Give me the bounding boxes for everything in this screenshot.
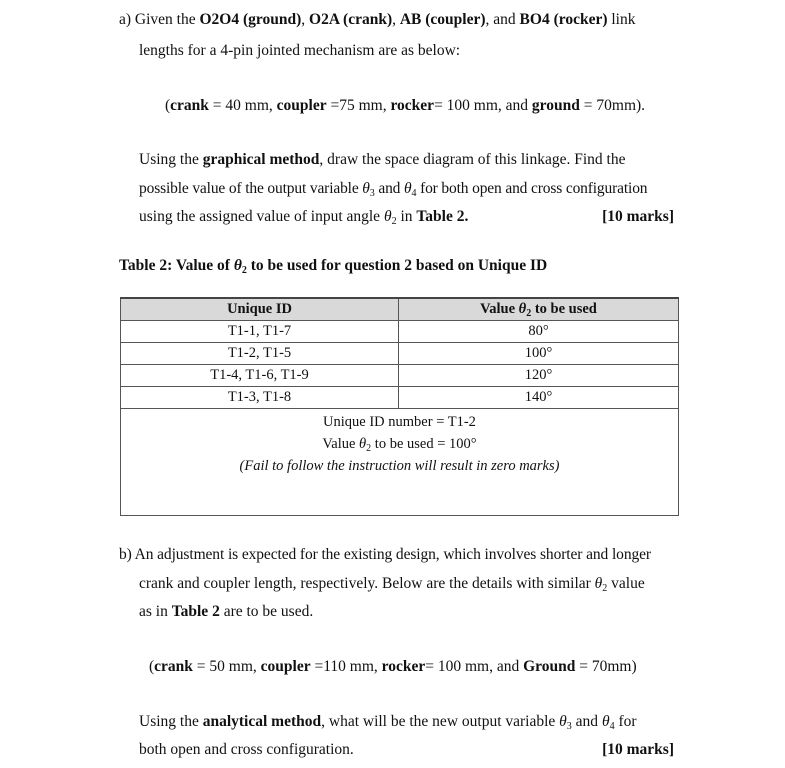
note-unique-id: Unique ID number = T1-2 — [323, 414, 476, 430]
part-a-marks: [10 marks] — [602, 208, 674, 225]
text: using the assigned value of input angle — [139, 208, 384, 225]
coupler-link: AB (coupler) — [399, 11, 486, 28]
table-row — [121, 387, 679, 409]
unique-id-cell: T1-3, T1-8 — [121, 387, 399, 409]
text: and — [571, 713, 602, 730]
theta-symbol: θ — [359, 436, 367, 452]
rocker-value: = 100 mm, and — [425, 658, 524, 675]
value-cell: 140° — [399, 387, 679, 409]
text: are to be used. — [219, 603, 314, 620]
text: ( — [165, 97, 171, 114]
part-a-line-2: lengths for a 4-pin jointed mechanism are as below: — [139, 42, 461, 59]
table-caption — [119, 257, 547, 275]
part-a-line-1 — [119, 11, 636, 29]
ground-label: Ground — [523, 658, 576, 675]
theta-symbol: θ — [404, 180, 412, 197]
text: Using the — [139, 151, 203, 168]
text: Table 2: Value of — [119, 257, 234, 274]
coupler-value: =110 mm, — [310, 658, 382, 675]
rocker-link: BO4 (rocker) — [519, 11, 608, 28]
table-note — [121, 409, 679, 516]
table-row — [121, 365, 679, 387]
subscript: 4 — [609, 721, 615, 732]
subscript: 2 — [241, 265, 247, 276]
text: in — [396, 208, 417, 225]
subscript: 3 — [369, 188, 375, 199]
text: for both open and cross configuration — [416, 180, 648, 197]
text: to be used = 100° — [371, 436, 477, 452]
text: , — [301, 11, 310, 28]
text: , and — [485, 11, 520, 28]
text — [139, 151, 625, 169]
text: value — [607, 575, 645, 592]
ground-label: ground — [531, 97, 580, 114]
value-cell: 80° — [399, 321, 679, 343]
part-b-line-3 — [139, 603, 313, 621]
theta-symbol: θ — [383, 208, 392, 225]
text: Using the — [139, 713, 203, 730]
column-header-unique-id: Unique ID — [121, 298, 399, 321]
rocker-label: rocker — [381, 658, 426, 675]
text: , what will be the new output variable — [321, 713, 560, 730]
note-value — [121, 433, 678, 455]
ground-link: O2O4 (ground) — [199, 11, 302, 28]
unique-id-cell: T1-1, T1-7 — [121, 321, 399, 343]
unique-id-cell: T1-2, T1-5 — [121, 343, 399, 365]
text: to be used — [531, 301, 597, 317]
unique-id-cell: T1-4, T1-6, T1-9 — [121, 365, 399, 387]
rocker-label: rocker — [390, 97, 435, 114]
unique-id-table — [120, 297, 679, 516]
crank-value: = 50 mm, — [192, 658, 261, 675]
coupler-label: coupler — [260, 658, 311, 675]
text — [139, 208, 468, 226]
part-a-instruction-line-1 — [139, 151, 674, 169]
table-reference: Table 2. — [416, 208, 469, 225]
text: possible value of the output variable — [139, 180, 363, 197]
subscript: 3 — [566, 721, 572, 732]
part-b-link-lengths — [149, 658, 637, 676]
text: both open and cross configuration. — [139, 741, 354, 758]
text: for — [614, 713, 637, 730]
ground-value: = 70mm) — [575, 658, 637, 675]
coupler-label: coupler — [276, 97, 327, 114]
subscript: 2 — [391, 216, 397, 227]
part-a-instruction-line-3 — [139, 208, 674, 226]
text: to be used for question 2 based on Unique ID — [246, 257, 548, 274]
part-b-line-1: b) An adjustment is expected for the existing design, which involves shorter and longer — [119, 546, 651, 563]
text: and — [374, 180, 405, 197]
table-note-row — [121, 409, 679, 516]
text: crank and coupler length, respectively. Below are the details with similar — [139, 575, 595, 592]
value-cell: 120° — [399, 365, 679, 387]
crank-label: crank — [154, 658, 193, 675]
column-header-value — [399, 298, 679, 321]
theta-symbol: θ — [601, 713, 610, 730]
text: , draw the space diagram of this linkage. Find the — [319, 151, 626, 168]
graphical-method: graphical method — [202, 151, 320, 168]
table-header-row — [121, 298, 679, 321]
text: ( — [149, 658, 155, 675]
coupler-value: =75 mm, — [326, 97, 391, 114]
ground-value: = 70mm). — [579, 97, 646, 114]
text: link — [607, 11, 636, 28]
crank-link: O2A (crank) — [309, 11, 393, 28]
part-a-instruction-line-2 — [139, 180, 647, 198]
part-b-instruction-line-2 — [139, 741, 674, 759]
part-b-instruction-line-1 — [139, 713, 637, 731]
part-b-marks: [10 marks] — [602, 741, 674, 758]
part-b-line-2 — [139, 575, 645, 593]
theta-symbol: θ — [362, 180, 370, 197]
theta-symbol: θ — [594, 575, 603, 592]
text: Value — [480, 301, 519, 317]
theta-symbol: θ — [559, 713, 567, 730]
table-row — [121, 343, 679, 365]
text: , — [392, 11, 400, 28]
part-a-link-lengths — [165, 97, 645, 115]
text: Value — [322, 436, 360, 452]
crank-label: crank — [170, 97, 209, 114]
analytical-method: analytical method — [202, 713, 322, 730]
subscript: 4 — [411, 188, 417, 199]
subscript: 2 — [526, 308, 532, 319]
crank-value: = 40 mm, — [208, 97, 277, 114]
theta-symbol: θ — [233, 257, 242, 274]
text: as in — [139, 603, 172, 620]
value-cell: 100° — [399, 343, 679, 365]
theta-symbol: θ — [518, 301, 527, 317]
subscript: 2 — [366, 443, 372, 454]
subscript: 2 — [602, 583, 608, 594]
warning-text: (Fail to follow the instruction will result in zero marks) — [239, 458, 560, 474]
table-reference: Table 2 — [171, 603, 220, 620]
text: a) Given the — [119, 11, 200, 28]
note-warning — [121, 455, 678, 477]
table-row — [121, 321, 679, 343]
rocker-value: = 100 mm, and — [434, 97, 532, 114]
